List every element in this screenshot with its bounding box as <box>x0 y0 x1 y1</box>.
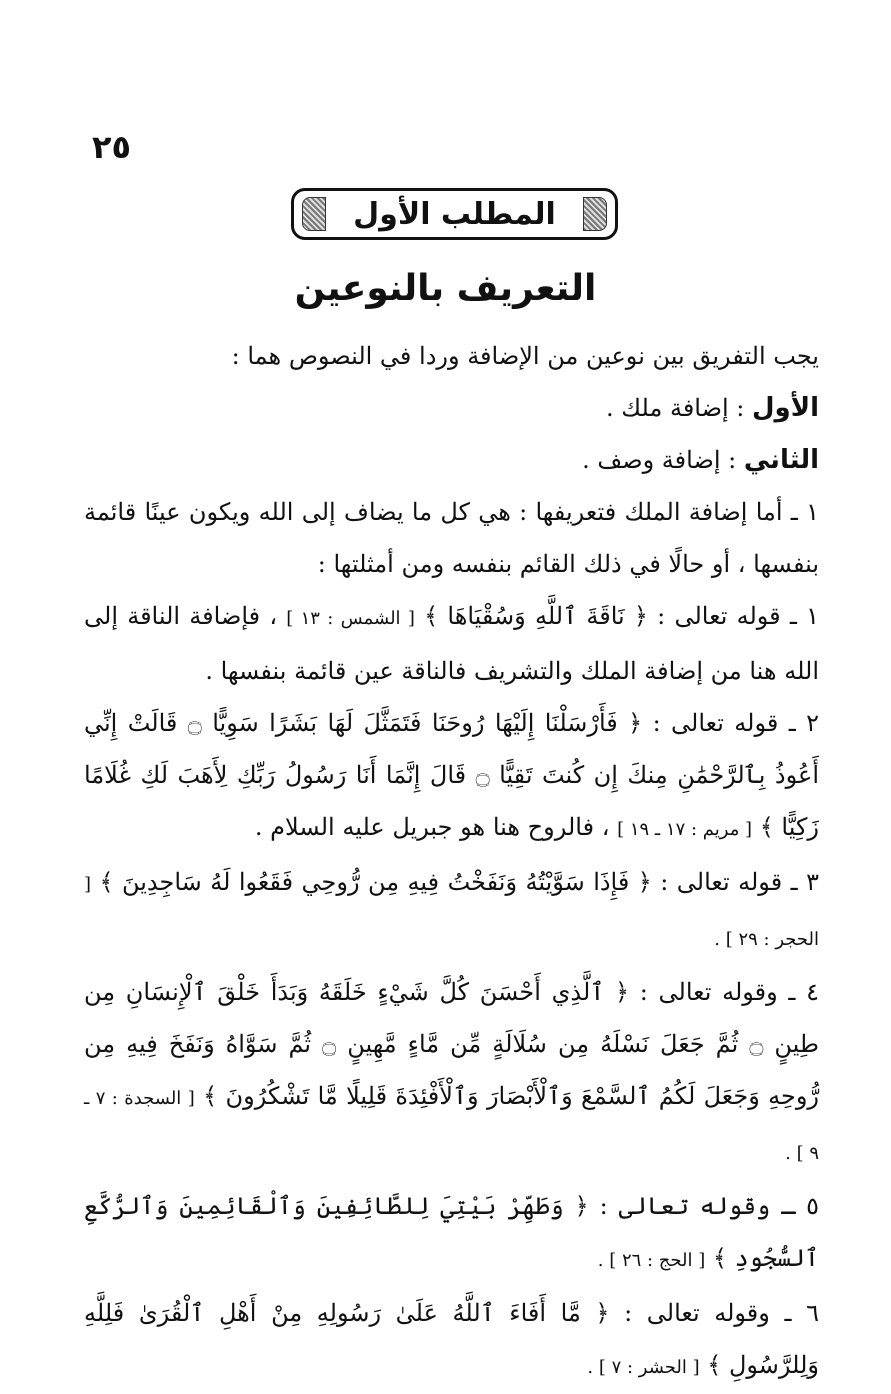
example-4-verse: ٤ ـ وقوله تعالى : ﴿ ٱلَّذِي أَحْسَنَ كُلَّ شَيْءٍ خَلَقَهُ وَبَدَأَ خَلْقَ ٱلْإِنسَانِ مِن طِينٍ ۝ ثُمَّ جَعَلَ نَسْلَهُ مِن سُلَالَةٍ مِّن مَّاءٍ مَّهِينٍ ۝ ثُمَّ سَوَّاهُ وَنَفَخَ فِيهِ مِن رُّوحِهِ وَجَعَلَ لَكُمُ ٱلسَّمْعَ وَٱلْأَبْصَارَ وَٱلْأَفْئِدَةَ قَلِيلًا مَّا تَشْكُرُونَ ﴾ <box>84 978 820 1110</box>
example-4 <box>84 966 819 1180</box>
page-number: ٢٥ <box>92 128 132 166</box>
first-type-line <box>84 382 819 434</box>
example-3-verse: ٣ ـ قوله تعالى : ﴿ فَإِذَا سَوَّيْتُهُ وَنَفَخْتُ فِيهِ مِن رُّوحِي فَقَعُوا لَهُ سَاجِدِينَ ﴾ <box>99 868 819 896</box>
example-3 <box>84 856 819 966</box>
main-title: التعريف بالنوعين <box>294 268 597 309</box>
example-1-comment: ، فإضافة الناقة إلى الله هنا من إضافة الملك والتشريف فالناقة عين قائمة بنفسها . <box>84 602 819 685</box>
section-title: المطلب الأول <box>353 196 556 232</box>
example-6-reference: [ الحشر : ٧ ] . <box>587 1357 700 1378</box>
example-1-verse: ١ ـ قوله تعالى : ﴿ نَاقَةَ ٱللَّهِ وَسُقْيَاهَا ﴾ <box>424 602 819 630</box>
definition-paragraph: ١ ـ أما إضافة الملك فتعريفها : هي كل ما يضاف إلى الله ويكون عينًا قائمة بنفسها ، أو حالًا في ذلك القائم بنفسه ومن أمثلتها : <box>84 498 819 578</box>
example-6-verse: ٦ ـ وقوله تعالى : ﴿ مَّا أَفَاءَ ٱللَّهُ عَلَىٰ رَسُولِهِ مِنْ أَهْلِ ٱلْقُرَىٰ فَلِلَّهِ وَلِلرَّسُولِ ﴾ <box>84 1299 819 1379</box>
example-2-comment: ، فالروح هنا هو جبريل عليه السلام . <box>254 813 610 841</box>
first-type-text: : إضافة ملك . <box>606 394 745 422</box>
section-title-frame <box>291 188 618 240</box>
example-5-reference: [ الحج : ٢٦ ] . <box>597 1250 706 1271</box>
document-body <box>84 330 819 1394</box>
example-5 <box>84 1180 819 1287</box>
example-1 <box>84 590 819 697</box>
example-4-reference: [ السجدة : ٧ ـ ٩ ] . <box>84 1088 819 1164</box>
example-5-verse: ٥ ـ وقوله تعالى : ﴿ وَطَهِّرْ بَيْتِيَ لِلطَّائِفِينَ وَٱلْقَائِمِينَ وَٱلرُّكَّعِ ٱلسُّجُودِ ﴾ <box>84 1192 819 1272</box>
example-2 <box>84 697 819 856</box>
example-3-reference: [ الحجر : ٢٩ ] . <box>84 874 819 950</box>
example-2-reference: [ مريم : ١٧ ـ ١٩ ] <box>617 819 753 840</box>
first-type-label: الأول <box>752 393 819 423</box>
second-type-label: الثاني <box>743 445 819 475</box>
second-type-line <box>84 434 819 486</box>
example-6 <box>84 1287 819 1394</box>
example-1-reference: [ الشمس : ١٣ ] <box>286 608 415 629</box>
intro-paragraph: يجب التفريق بين نوعين من الإضافة وردا في النصوص هما : <box>231 342 819 370</box>
second-type-text: : إضافة وصف . <box>582 446 737 474</box>
example-2-verse: ٢ ـ قوله تعالى : ﴿ فَأَرْسَلْنَا إِلَيْهَا رُوحَنَا فَتَمَثَّلَ لَهَا بَشَرًا سَوِيًّا ۝ قَالَتْ إِنِّي أَعُوذُ بِٱلرَّحْمَٰنِ مِنكَ إِن كُنتَ تَقِيًّا ۝ قَالَ إِنَّمَا أَنَا رَسُولُ رَبِّكِ لِأَهَبَ لَكِ غُلَامًا زَكِيًّا ﴾ <box>84 709 820 841</box>
